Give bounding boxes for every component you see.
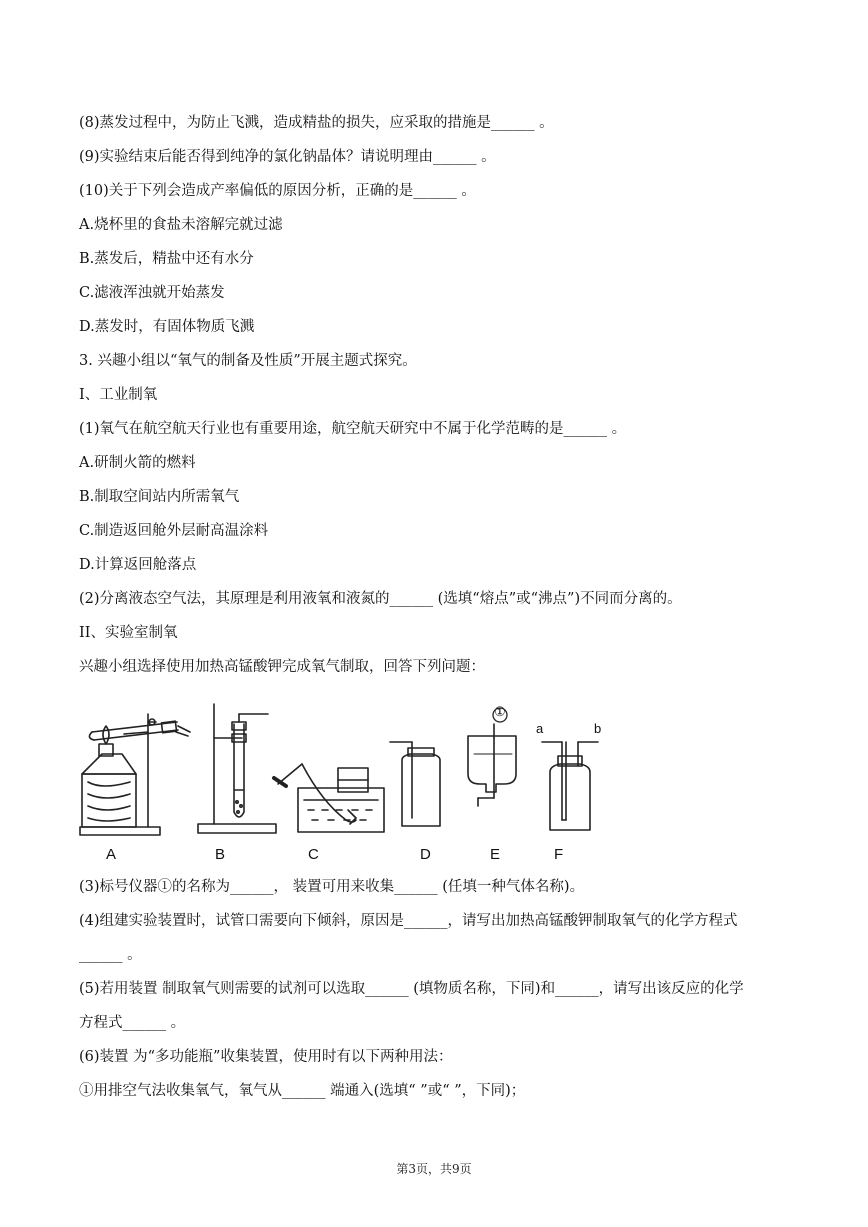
question-6-part-1: ①用排空气法收集氧气，氧气从______ 端通入(选填“ ”或“ ”，下同)； — [79, 1083, 526, 1099]
label-c: C — [308, 846, 319, 863]
section-1-heading: I、工业制氧 — [79, 387, 158, 403]
problem-3-title: 3. 兴趣小组以“氧气的制备及性质”开展主题式探究。 — [79, 353, 417, 369]
apparatus-e — [468, 708, 516, 806]
section-2-heading: II、实验室制氧 — [79, 625, 178, 641]
question-5-cont: 方程式______ 。 — [79, 1015, 186, 1031]
apparatus-f — [542, 742, 598, 830]
option-b: B.蒸发后，精盐中还有水分 — [79, 251, 254, 267]
q1-option-b: B.制取空间站内所需氧气 — [79, 489, 240, 505]
question-5: (5)若用装置 制取氧气则需要的试剂可以选取______ (填物质名称，下同)和______，请写出该反应的化学 — [79, 981, 744, 997]
section-2-intro: 兴趣小组选择使用加热高锰酸钾完成氧气制取，回答下列问题： — [79, 659, 485, 675]
question-10: (10)关于下列会造成产率偏低的原因分析，正确的是______ 。 — [79, 183, 476, 199]
question-8: (8)蒸发过程中，为防止飞溅，造成精盐的损失，应采取的措施是______ 。 — [79, 115, 554, 131]
port-a-label: a — [536, 721, 544, 736]
apparatus-d — [390, 742, 440, 826]
option-d: D.蒸发时，有固体物质飞溅 — [79, 319, 255, 335]
label-d: D — [420, 846, 431, 863]
apparatus-c — [274, 764, 384, 832]
apparatus-b — [198, 704, 276, 833]
question-4-cont: ______ 。 — [79, 947, 142, 963]
question-2: (2)分离液态空气法，其原理是利用液氧和液氮的______ (选填“熔点”或“沸点”)不同而分离的。 — [79, 591, 682, 607]
q1-option-a: A.研制火箭的燃料 — [79, 455, 196, 471]
question-9: (9)实验结束后能否得到纯净的氯化钠晶体？请说明理由______ 。 — [79, 149, 496, 165]
label-b: B — [215, 846, 226, 863]
page-footer: 第3页，共9页 — [396, 1162, 472, 1176]
q1-option-c: C.制造返回舱外层耐高温涂料 — [79, 523, 269, 539]
apparatus-drawing — [72, 702, 632, 870]
option-a: A.烧杯里的食盐未溶解完就过滤 — [79, 217, 283, 233]
label-a: A — [106, 846, 117, 863]
port-b-label: b — [594, 721, 602, 736]
q1-option-d: D.计算返回舱落点 — [79, 557, 197, 573]
label-f: F — [554, 846, 564, 863]
marker-1-label: ① — [494, 704, 506, 719]
question-4: (4)组建实验装置时，试管口需要向下倾斜，原因是______，请写出加热高锰酸钾制取氧气的化学方程式 — [79, 913, 738, 929]
question-3: (3)标号仪器①的名称为______， 装置可用来收集______ (任填一种气体名称)。 — [79, 879, 585, 895]
question-6: (6)装置 为“多功能瓶”收集装置，使用时有以下两种用法： — [79, 1049, 453, 1065]
option-c: C.滤液浑浊就开始蒸发 — [79, 285, 225, 301]
label-e: E — [490, 846, 501, 863]
apparatus-figure — [72, 702, 632, 870]
question-1: (1)氧气在航空航天行业也有重要用途，航空航天研究中不属于化学范畴的是______ 。 — [79, 421, 627, 437]
apparatus-a — [80, 714, 190, 835]
